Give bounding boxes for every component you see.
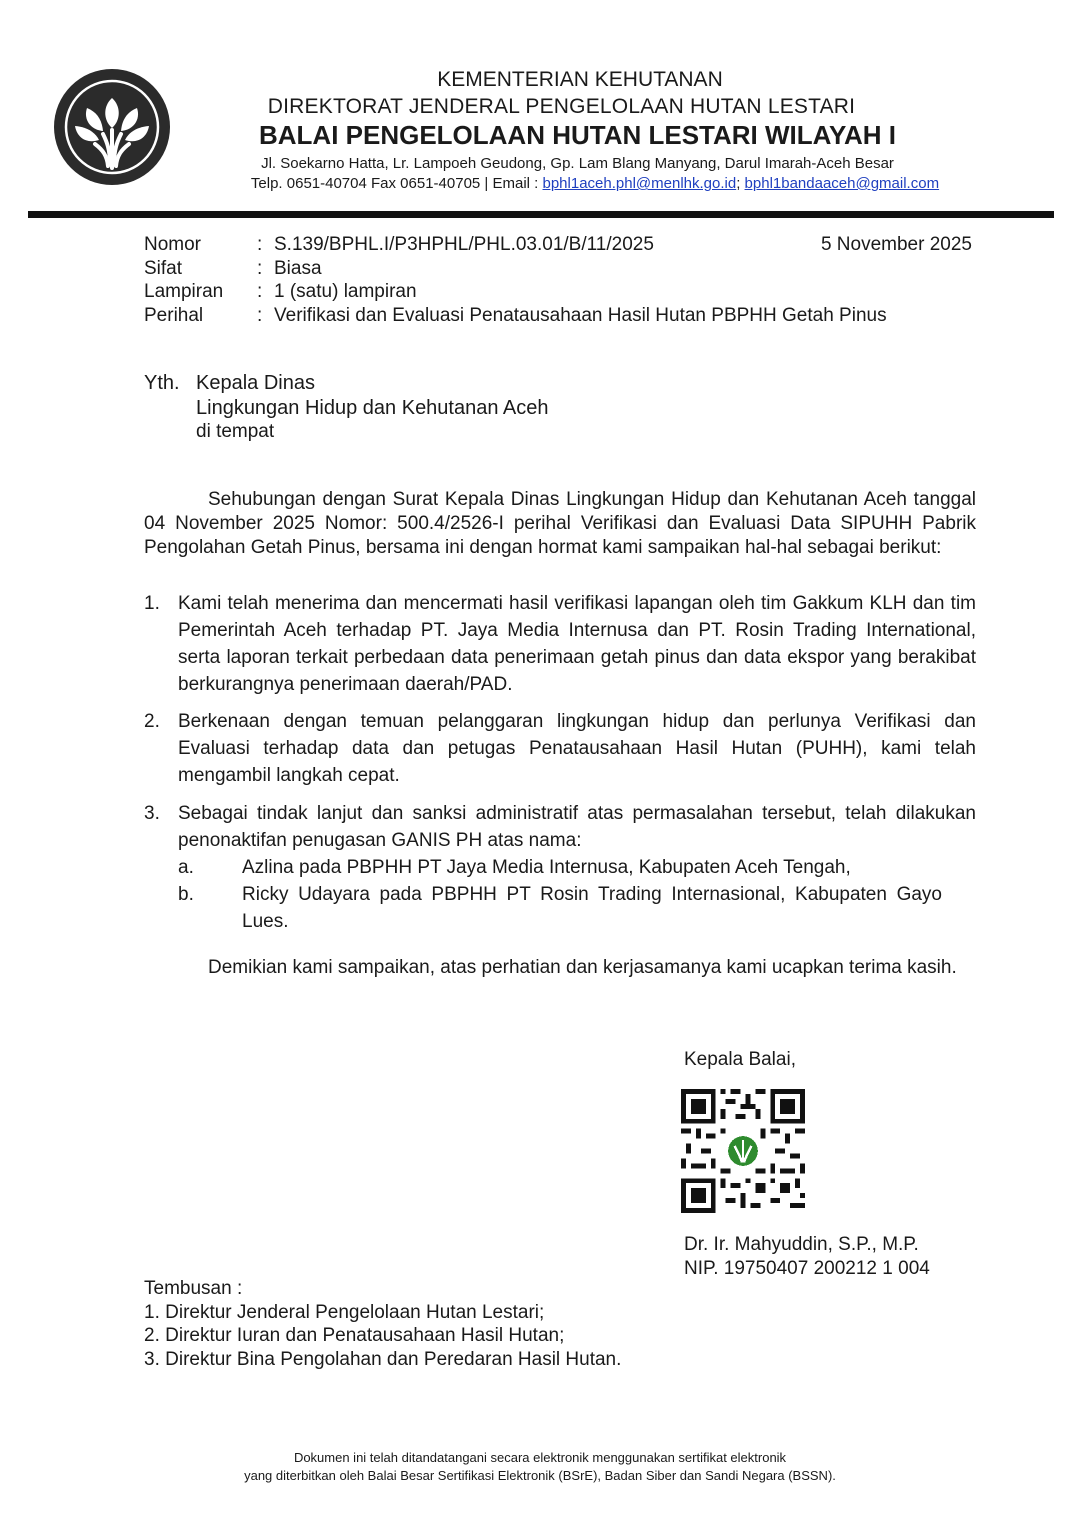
addressee-line-2: Lingkungan Hidup dan Kehutanan Aceh <box>196 396 549 419</box>
list-item <box>144 800 976 935</box>
item-text: Berkenaan dengan temuan pelanggaran lingkungan hidup dan perlunya Verifikasi dan Evaluasi terhadap data dan petugas Penatausahaan Hasil Hutan (PUHH), kami telah mengambil langkah cepat. <box>178 711 976 786</box>
intro-paragraph: Sehubungan dengan Surat Kepala Dinas Lingkungan Hidup dan Kehutanan Aceh tanggal 04 November 2025 Nomor: 500.4/2526-I perihal Verifikasi dan Evaluasi Data SIPUHH Pabrik Pengolahan Getah Pinus, bersama ini dengan hormat kami sampaikan hal-hal sebagai berikut: <box>144 489 976 558</box>
tembusan <box>144 1277 621 1371</box>
nomor-label: Nomor <box>144 234 202 255</box>
closing-paragraph: Demikian kami sampaikan, atas perhatian dan kerjasamanya kami ucapkan terima kasih. <box>208 957 957 978</box>
perihal-label: Perihal <box>144 304 204 326</box>
office-name: BALAI PENGELOLAAN HUTAN LESTARI WILAYAH I <box>258 120 896 150</box>
office-address: Jl. Soekarno Hatta, Lr. Lampoeh Geudong, Gp. Lam Blang Manyang, Darul Imarah-Aceh Besar <box>261 155 894 172</box>
item-text: Sebagai tindak lanjut dan sanksi administratif atas permasalahan tersebut, telah dilakukan penonaktifan penugasan GANIS PH atas nama: <box>178 803 976 851</box>
footer-line-2: yang diterbitkan oleh Balai Besar Sertifikasi Elektronik (BSrE), Badan Siber dan Sandi Negara (BSSN). <box>244 1468 836 1483</box>
addressee-line-1: Kepala Dinas <box>196 372 315 394</box>
directorate-name: DIREKTORAT JENDERAL PENGELOLAAN HUTAN LESTARI <box>267 95 856 118</box>
contact-text: Telp. 0651-40704 Fax 0651-40705 | Email : <box>250 175 543 192</box>
header-divider <box>28 211 1054 218</box>
yth-label: Yth. <box>144 372 180 394</box>
sub-item-letter: a. <box>178 857 194 878</box>
tembusan-label: Tembusan : <box>144 1278 243 1299</box>
sifat-value: Biasa <box>274 257 322 279</box>
signatory-nip: NIP. 19750407 200212 1 004 <box>684 1258 930 1279</box>
item-text: Kami telah menerima dan mencermati hasil verifikasi lapangan oleh tim Gakkum KLH dan tim Pemerintah Aceh terhadap PT. Jaya Media Internusa dan PT. Rosin Trading International, serta laporan terkait perbedaan data penerimaan getah pinus dan data ekspor yang berakibat berkurangnya penerimaan daerah/PAD. <box>178 593 976 695</box>
colon: : <box>257 304 263 326</box>
office-contact <box>180 174 1010 194</box>
ministry-name: KEMENTERIAN KEHUTANAN <box>437 68 723 91</box>
signatory-name: Dr. Ir. Mahyuddin, S.P., M.P. <box>684 1234 919 1255</box>
colon: : <box>257 234 263 255</box>
signatory <box>684 1233 930 1281</box>
tembusan-item: 2. Direktur Iuran dan Penatausahaan Hasil Hutan; <box>144 1325 565 1346</box>
nomor-value: S.139/BPHL.I/P3HPHL/PHL.03.01/B/11/2025 <box>274 234 654 255</box>
perihal-value: Verifikasi dan Evaluasi Penatausahaan Hasil Hutan PBPHH Getah Pinus <box>274 304 887 326</box>
colon: : <box>257 257 263 279</box>
item-number: 2. <box>144 711 160 732</box>
sub-item-letter: b. <box>178 884 194 905</box>
e-signature-note <box>0 1449 1080 1485</box>
footer-line-1: Dokumen ini telah ditandatangani secara elektronik menggunakan sertifikat elektronik <box>293 1450 787 1465</box>
sub-item <box>178 881 976 935</box>
tembusan-item: 1. Direktur Jenderal Pengelolaan Hutan Lestari; <box>144 1301 545 1323</box>
item-number: 1. <box>144 593 160 614</box>
colon: : <box>257 281 263 302</box>
email-separator: ; <box>736 175 745 192</box>
sifat-label: Sifat <box>144 257 183 279</box>
sub-item <box>178 854 976 881</box>
lampiran-value: 1 (satu) lampiran <box>274 281 417 302</box>
email-link-1[interactable]: bphl1aceh.phl@menlhk.go.id <box>542 175 737 192</box>
item-number: 3. <box>144 803 160 824</box>
ministry-logo-icon <box>53 68 171 186</box>
list-item <box>144 590 976 698</box>
qr-code-icon <box>681 1089 805 1213</box>
signature-title: Kepala Balai, <box>684 1049 796 1070</box>
lampiran-label: Lampiran <box>144 281 224 302</box>
tembusan-item: 3. Direktur Bina Pengolahan dan Peredaran Hasil Hutan. <box>144 1348 622 1370</box>
sub-item-text: Azlina pada PBPHH PT Jaya Media Internusa, Kabupaten Aceh Tengah, <box>242 857 851 878</box>
letter-date: 5 November 2025 <box>820 234 972 255</box>
list-item <box>144 708 976 789</box>
email-link-2[interactable]: bphl1bandaaceh@gmail.com <box>744 175 940 192</box>
addressee-line-3: di tempat <box>196 421 275 442</box>
meta-row-perihal <box>144 304 887 328</box>
meta-row-sifat <box>144 257 887 281</box>
addressee <box>144 371 549 445</box>
sub-item-text: Ricky Udayara pada PBPHH PT Rosin Trading Internasional, Kabupaten Gayo Lues. <box>242 884 942 932</box>
meta-row-lampiran <box>144 280 887 304</box>
